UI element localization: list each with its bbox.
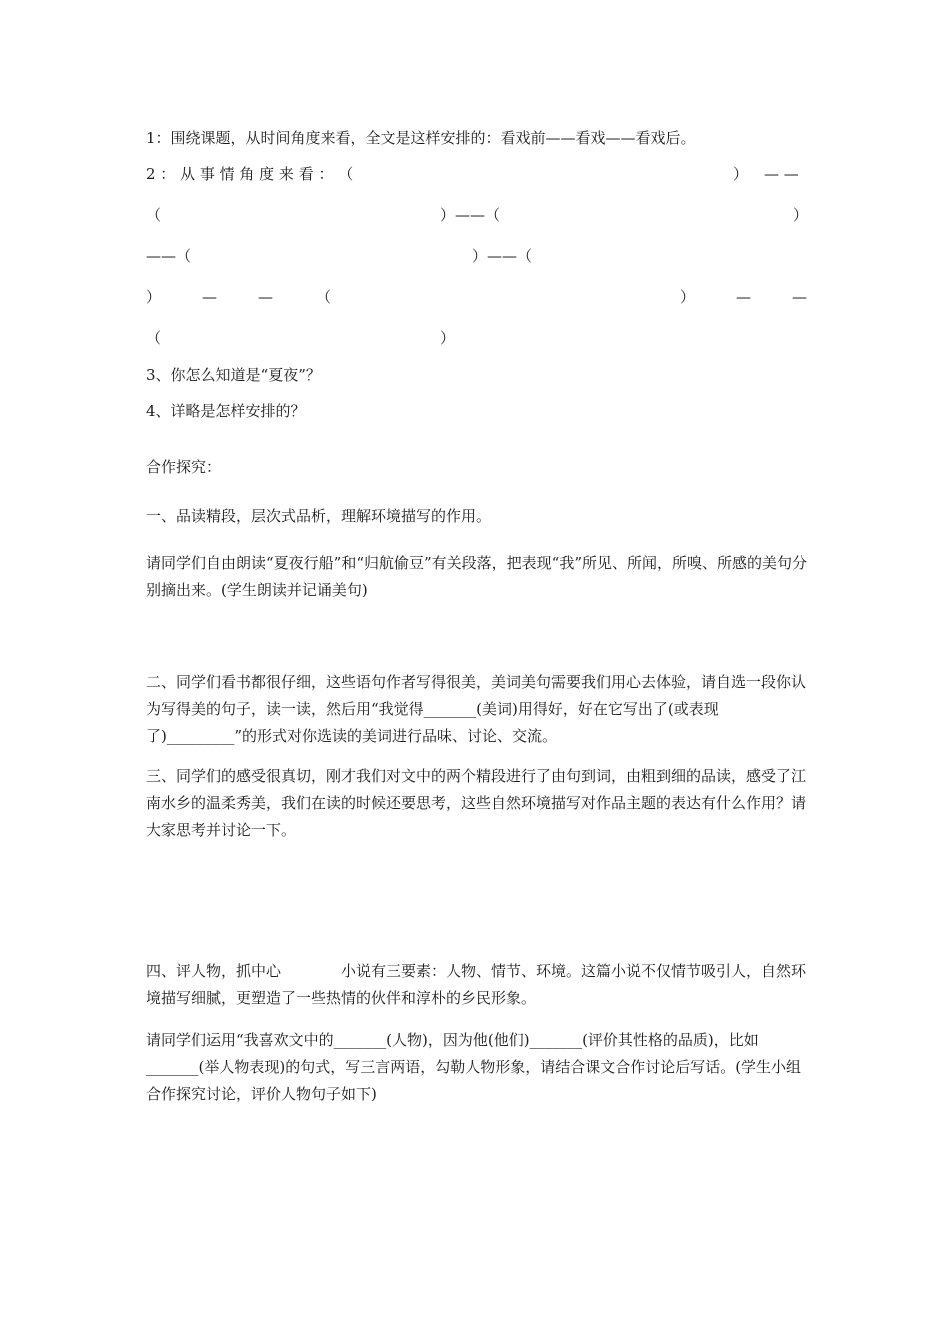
paragraph-1: 一、品读精段，层次式品析，理解环境描写的作用。 (146, 507, 492, 525)
paragraph-4-text: 三、同学们的感受很真切，刚才我们对文中的两个精段进行了由句到词，由粗到细的品读，感受了江南水乡的温柔秀美，我们在读的时候还要思考，这些自然环境描写对作品主题的表达有什么作用？请大家思考并讨论一下。 (146, 767, 807, 839)
q1-line: 1：围绕课题，从时间角度来看，全文是这样安排的：看戏前——看戏——看戏后。 (146, 129, 696, 147)
q2-blank-close: ） (733, 165, 749, 183)
q2-blank-separator: ）——（ (472, 247, 533, 265)
paragraph-4 (146, 763, 810, 844)
q2-blank-open: （ (316, 288, 332, 306)
q2-dash: — (258, 288, 273, 306)
q2-blank-separator: ）——（ (440, 206, 501, 224)
q2-blank-open: （ (146, 206, 162, 224)
paragraph-6-text: 请同学们运用“我喜欢文中的_______(人物)，因为他(他们)_______(评价其性格的品质)，比如_______(举人物表现)的句式，写三言两语，勾勒人物形象，请结合课文合作讨论后写话。(学生小组合作探究讨论，评价人物句子如下) (146, 1031, 802, 1103)
paragraph-2-text: 请同学们自由朗读“夏夜行船”和“归航偷豆”有关段落，把表现“我”所见、所闻，所嗅、所感的美句分别摘出来。(学生朗读并记诵美句) (146, 554, 808, 599)
paragraph-2 (146, 550, 810, 604)
q2-dash: — — (764, 165, 799, 183)
q2-blank-open: ——（ (146, 247, 192, 265)
paragraph-5-text: 四、评人物，抓中心 小说有三要素：人物、情节、环境。这篇小说不仅情节吸引人，自然环境描写细腻，更塑造了一些热情的伙伴和淳朴的乡民形象。 (146, 962, 807, 1007)
paragraph-3-text: 二、同学们看书都很仔细，这些语句作者写得很美，美词美句需要我们用心去体验，请自选一段你认为写得美的句子，读一读，然后用“我觉得_______(美词)用得好，好在它写出了(或表现了)_________”的形式对你选读的美词进行品味、讨论、交流。 (146, 673, 807, 745)
q3-line: 3、你怎么知道是“夏夜”？ (146, 366, 321, 384)
q2-dash: — (736, 288, 751, 306)
q2-blank-close: ） (680, 288, 696, 306)
q2-blank-close: ） (146, 288, 162, 306)
q2-dash: — (202, 288, 217, 306)
q2-blank-open: （ (146, 329, 162, 347)
paragraph-6 (146, 1027, 810, 1108)
paragraph-5 (146, 958, 810, 1012)
q2-label: 2 ： 从 事 情 角 度 来 看 ： （ (146, 165, 354, 183)
section-title: 合作探究： (146, 458, 222, 476)
q2-blank-close: ） (793, 206, 809, 224)
q2-dash: — (792, 288, 807, 306)
q4-line: 4、详略是怎样安排的？ (146, 402, 306, 420)
q2-blank-close: ） (440, 329, 456, 347)
paragraph-3 (146, 669, 810, 750)
